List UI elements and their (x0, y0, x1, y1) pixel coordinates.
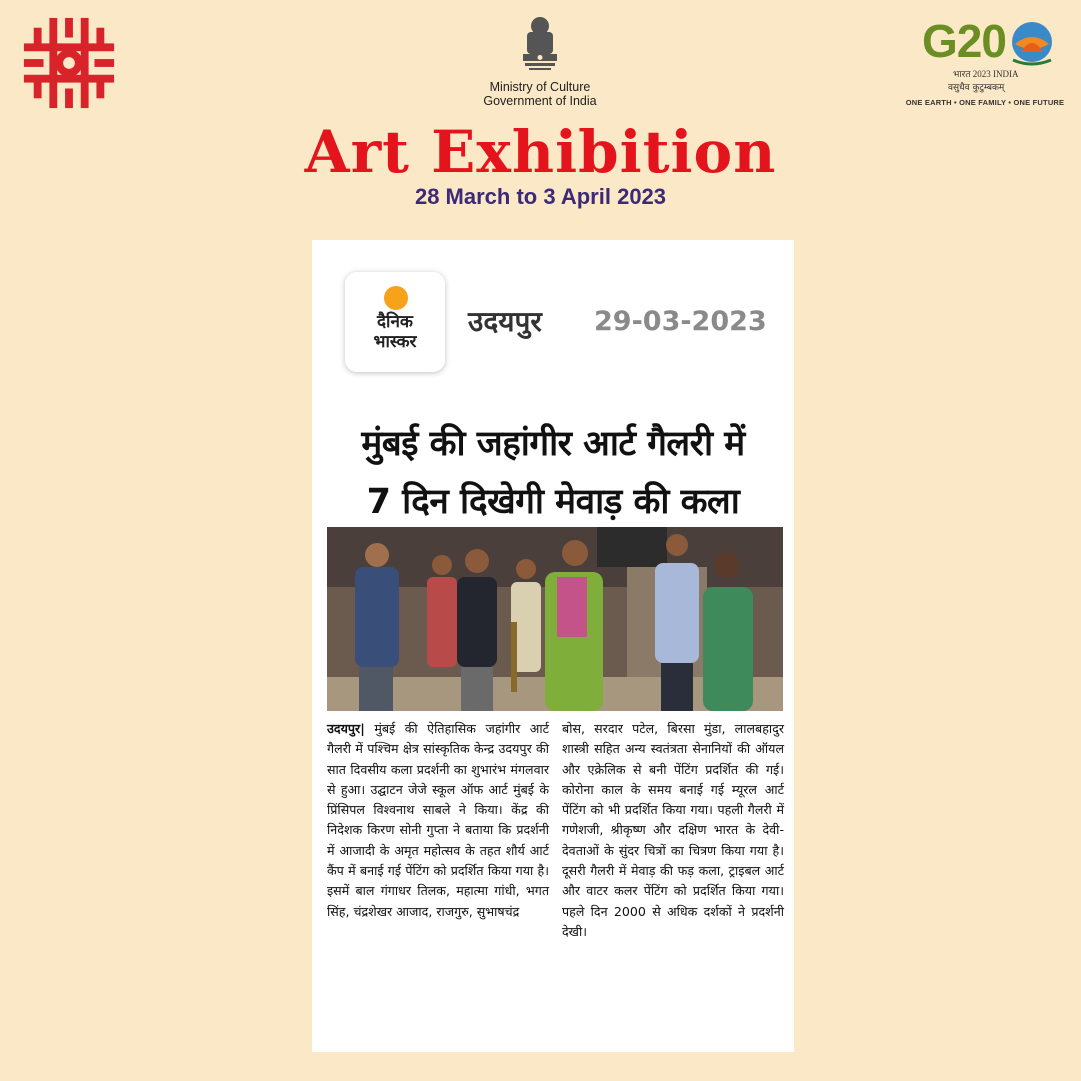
clipping-headline (320, 415, 786, 531)
article-column-2 (562, 719, 784, 942)
dateline: उदयपुर| (327, 721, 365, 736)
newspaper-name-line1: दैनिक (377, 312, 413, 332)
clipping-city: उदयपुर (468, 305, 542, 338)
ministry-label (440, 80, 640, 108)
ministry-line1: Ministry of Culture (489, 80, 591, 94)
article-column-1 (327, 719, 549, 922)
exhibition-dates: 28 March to 3 April 2023 (414, 184, 667, 209)
national-emblem-icon (515, 14, 565, 76)
g20-hindi: भारत 2023 INDIA (953, 69, 1019, 79)
g20-tagline: ONE EARTH • ONE FAMILY • ONE FUTURE (905, 98, 1065, 107)
org-logo-icon (20, 14, 118, 112)
article-col2-text: बोस, सरदार पटेल, बिरसा मुंडा, लालबहादुर शास्त्री सहित अन्य स्वतंत्रता सेनानियों की ऑयल और एक्रेलिक से बनी पेंटिंग प्रदर्शित की गई। कोरोना काल के समय बनाई गई म्यूरल आर्ट पेंटिंग को भी प्रदर्शित किया गया। पहली गैलरी में गणेशजी, श्रीकृष्ण और दक्षिण भारत के देवी-देवताओं के सुंदर चित्रों का चित्रण किया गया है। दूसरी गैलरी में मेवाड़ की फड़ कला, ट्राइबल आर्ट और वाटर कलर पेंटिंग को प्रदर्शित किया गया। पहले दिन 2000 से अधिक दर्शकों ने प्रदर्शनी देखी। (562, 721, 784, 939)
clipping-date: 29-03-2023 (594, 306, 767, 337)
event-photo (327, 527, 783, 711)
page-title: Art Exhibition (304, 118, 777, 186)
article-col1-text: मुंबई की ऐतिहासिक जहांगीर आर्ट गैलरी में पश्चिम क्षेत्र सांस्कृतिक केन्द्र उदयपुर की सात दिवसीय कला प्रदर्शनी का शुभारंभ मंगलवार से हुआ। उद्घाटन जेजे स्कूल ऑफ आर्ट मुंबई के प्रिंसिपल विश्वनाथ साबले ने किया। केंद्र की निदेशक किरण सोनी गुप्ता ने बताया कि प्रदर्शनी में आजादी के अमृत महोत्सव के तहत शौर्य आर्ट कैंप में बनाई गई पेंटिंग को प्रदर्शित किया गया है। इसमें बाल गंगाधर तिलक, महात्मा गांधी, भगत सिंह, चंद्रशेखर आजाद, राजगुरु, सुभाषचंद्र (327, 721, 549, 919)
newspaper-name-line2: भास्कर (373, 332, 417, 352)
headline-line2: 7 दिन दिखेगी मेवाड़ की कला (366, 482, 740, 522)
headline-line1: मुंबई की जहांगीर आर्ट गैलरी में (361, 424, 745, 464)
newspaper-name (345, 312, 445, 352)
ministry-line2: Government of India (483, 94, 597, 108)
g20-motto: वसुधैव कुटुम्बकम् (948, 83, 1005, 93)
sun-icon (384, 286, 408, 310)
g20-mark: G20 (922, 15, 1006, 67)
